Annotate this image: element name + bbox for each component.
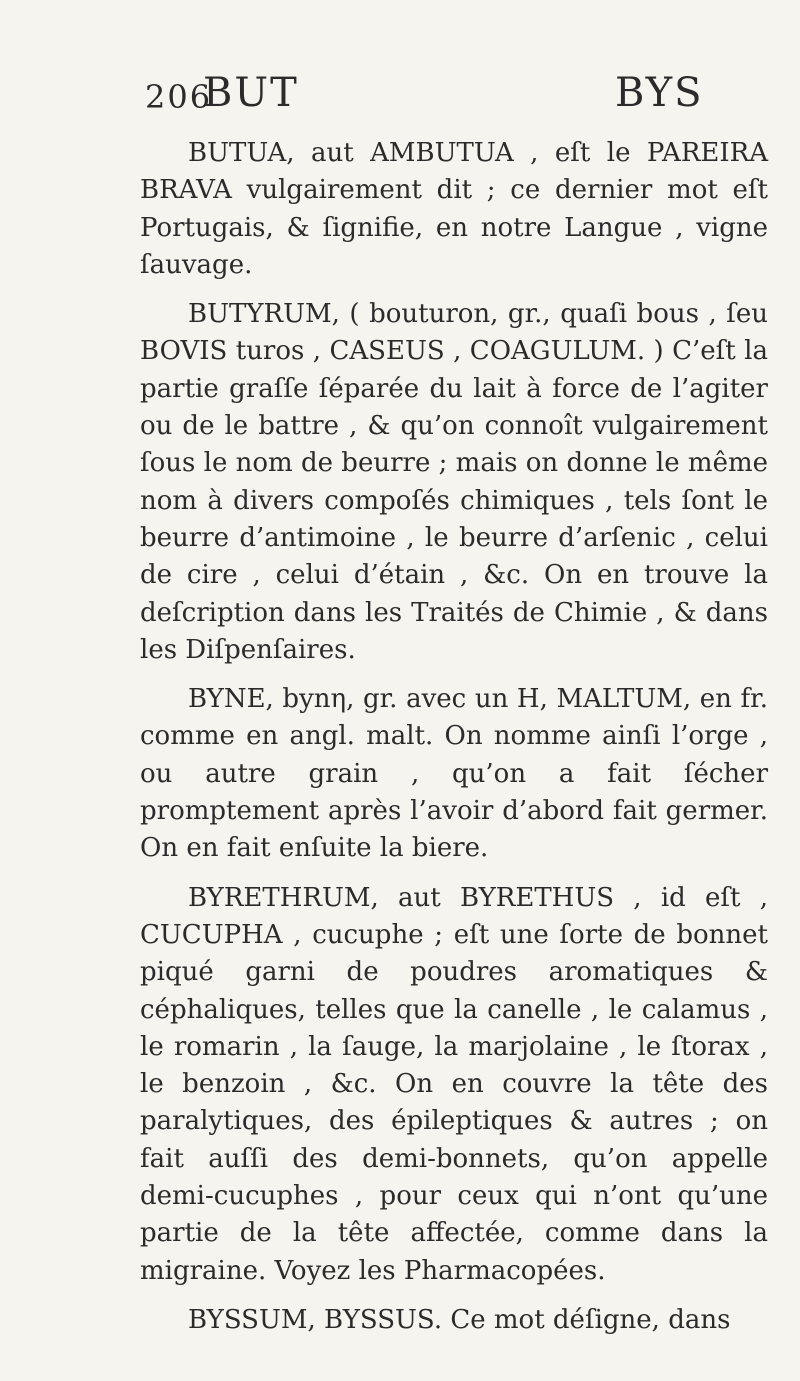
headword: BYNE — [188, 684, 266, 715]
entry-text: , ( bouturon, gr., quaſi bous , ſeu BOVIS turos , CASEUS , COAGULUM. ) C’eſt la partie graſſe ſéparée du lait à force de l’agiter ou de le battre , & qu’on connoît vulgairement ſous le nom de beurre ; mais on donne le même nom à divers compoſés chimiques , tels ſont le beurre d’antimoine , le beurre d’arſenic , celui de cire , celui d’étain , &c. On en trouve la deſcription dans les Traités de Chimie , & dans les Diſpenſaires. — [140, 299, 768, 665]
entry-text: , bynη, gr. avec un H, MALTUM, en fr. comme en angl. malt. On nomme ainſi l’orge , ou autre grain , qu’on a fait ſécher promptement après l’avoir d’abord fait germer. On en fait enſuite la biere. — [140, 684, 768, 864]
page-number: 206 — [145, 78, 213, 116]
running-header — [145, 70, 765, 130]
entry-butua — [140, 135, 768, 284]
headword: BYRETHRUM — [188, 882, 371, 913]
headword: BYSSUM — [188, 1304, 308, 1335]
headword: BUTYRUM — [188, 299, 332, 330]
headword: BUTUA — [188, 138, 287, 168]
right-catchword: BYS — [615, 70, 704, 116]
entry-byrethrum — [140, 880, 768, 1290]
entry-byssum — [140, 1302, 768, 1339]
dictionary-body — [140, 135, 768, 1351]
entry-butyrum — [140, 296, 768, 669]
entry-text: , aut BYRETHUS , id eſt , CUCUPHA , cucuphe ; eſt une ſorte de bonnet piqué garni de poudres aromatiques & céphaliques, telles que la canelle , le calamus , le romarin , la ſauge, la marjolaine , le ſtorax , le benzoin , &c. On en couvre la tête des paralytiques, des épileptiques & autres ; on fait auſſi des demi-bonnets, qu’on appelle demi-cucuphes , pour ceux qui n’ont qu’une partie de la tête affectée, comme dans la migraine. Voyez les Pharmacopées. — [140, 882, 768, 1286]
entry-text: , aut AMBUTUA , eſt le PAREIRA BRAVA vulgairement dit ; ce dernier mot eſt Portugais, & ſignifie, en notre Langue , vigne ſauvage. — [140, 138, 768, 280]
entry-byne — [140, 681, 768, 867]
entry-text: , BYSSUS. Ce mot déſigne, dans — [307, 1304, 731, 1335]
left-catchword: BUT — [203, 70, 299, 116]
